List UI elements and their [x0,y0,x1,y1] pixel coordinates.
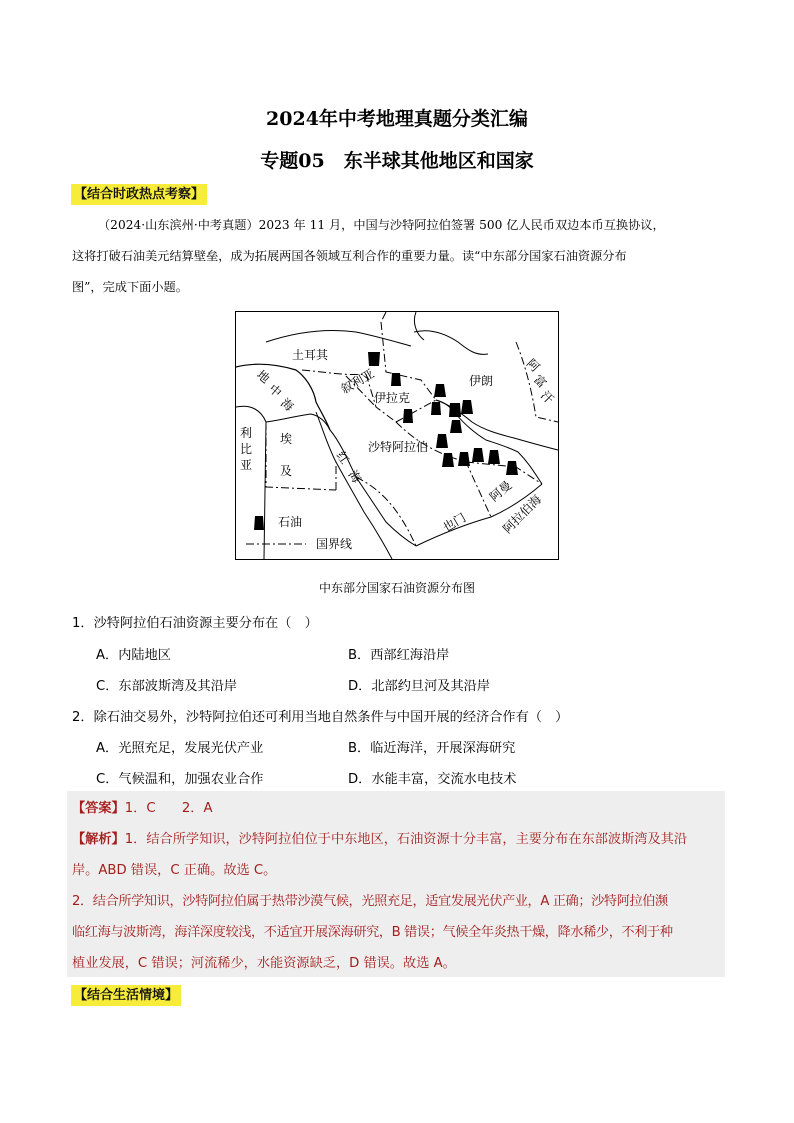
label-afghanistan-3: 汗 [537,388,557,407]
question-2-option-b: B．临近海洋，开展深海研究 [348,741,516,756]
label-libya-2: 比 [240,442,253,456]
middle-east-oil-map [235,311,559,560]
intro-line-2: 这将打破石油美元结算壁垒，成为拓展两国各领域互利合作的重要力量。读“中东部分国家石油资源分布 [72,249,627,263]
intro-line-3: 图”，完成下面小题。 [72,280,188,294]
page-title: 2024年中考地理真题分类汇编 [266,108,528,130]
label-iraq: 伊拉克 [374,391,411,405]
label-egypt-1: 埃 [280,432,293,446]
answer-line [72,793,722,824]
analysis-line-5: 植业发展，C 错误；河流稀少，水能资源缺乏，D 错误。故选 A。 [72,956,456,971]
label-saudi-arabia: 沙特阿拉伯 [368,440,429,454]
legend-oil-label: 石油 [278,515,303,529]
page-subtitle: 专题05 东半球其他地区和国家 [260,150,534,172]
section-tag-current-affairs: 【结合时政热点考察】 [71,184,207,205]
question-1-stem: 1．沙特阿拉伯石油资源主要分布在（ ） [72,616,318,631]
analysis-line-1 [72,824,722,855]
label-arabian-sea: 阿拉伯海 [500,492,545,537]
question-2-option-c: C．气候温和，加强农业合作 [96,772,264,787]
answer-text: 1．C 2．A [124,801,213,816]
label-afghanistan-1: 阿 [523,356,543,375]
label-red-sea-2: 海 [345,467,364,486]
question-2-stem: 2．除石油交易外，沙特阿拉伯还可利用当地自然条件与中国开展的经济合作有（ ） [72,710,569,725]
map-caption: 中东部分国家石油资源分布图 [318,581,475,595]
label-libya-3: 亚 [240,458,253,472]
label-oman: 阿曼 [486,478,515,505]
label-libya-1: 利 [240,426,253,440]
label-red-sea-1: 红 [333,448,352,467]
analysis-line-3: 2．结合所学知识，沙特阿拉伯属于热带沙漠气候，光照充足，适宜发展光伏产业，A 正确；沙特阿拉伯濒 [72,894,668,909]
analysis-line-4: 临红海与波斯湾，海洋深度较浅，不适宜开展深海研究，B 错误；气候全年炎热干燥，降水稀少，不利于种 [72,925,673,940]
question-2-option-d: D．水能丰富，交流水电技术 [348,772,517,787]
label-syria: 叙利亚 [338,366,377,397]
label-turkey: 土耳其 [292,348,329,362]
legend-border-label: 国界线 [316,537,353,551]
analysis-line-2: 岸。ABD 错误，C 正确。故选 C。 [72,863,277,878]
label-yemen: 也门 [440,510,469,535]
question-1-option-d: D．北部约旦河及其沿岸 [348,679,491,694]
analysis-1a: 1．结合所学知识，沙特阿拉伯位于中东地区，石油资源十分丰富，主要分布在东部波斯湾及其沿 [124,832,688,847]
question-1-option-a: A．内陆地区 [96,648,171,663]
question-intro [72,210,728,303]
section-tag-life-context: 【结合生活情境】 [71,985,181,1006]
answer-label: 【答案】 [72,801,125,816]
question-1-option-b: B．西部红海沿岸 [348,648,450,663]
question-2-option-a: A．光照充足，发展光伏产业 [96,741,264,756]
analysis-label: 【解析】 [72,832,125,847]
intro-line-1: （2024·山东滨州·中考真题）2023 年 11 月，中国与沙特阿拉伯签署 500 亿人民币双边本币互换协议， [98,218,665,232]
label-iran: 伊朗 [469,374,494,388]
label-afghanistan-2: 富 [530,372,550,391]
label-mediterranean-3: 海 [278,395,297,415]
label-mediterranean-2: 中 [266,381,285,401]
label-egypt-2: 及 [280,464,293,478]
label-mediterranean-1: 地 [254,367,273,387]
map-figure [236,312,558,559]
question-1-option-c: C．东部波斯湾及其沿岸 [96,679,238,694]
